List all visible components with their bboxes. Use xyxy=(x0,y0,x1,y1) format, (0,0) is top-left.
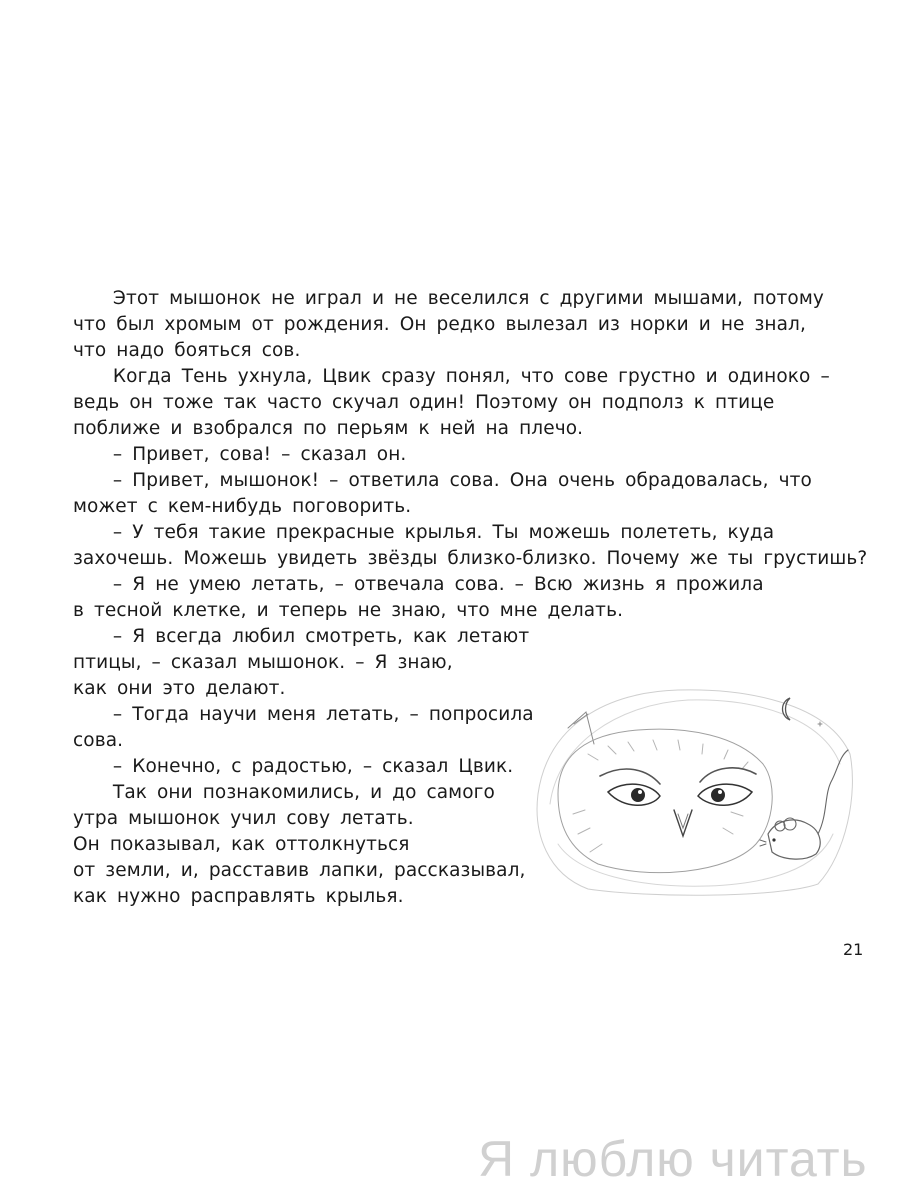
text-line: – Я всегда любил смотреть, как летают xyxy=(73,626,530,647)
text-line: – У тебя такие прекрасные крылья. Ты можешь полететь, куда xyxy=(73,522,775,543)
text-line: – Привет, мышонок! – ответила сова. Она очень обрадовалась, что xyxy=(73,470,812,491)
text-line: Когда Тень ухнула, Цвик сразу понял, что сове грустно и одиноко – xyxy=(73,366,830,387)
text-line: как они это делают. xyxy=(73,678,286,699)
text-line: поближе и взобрался по перьям к ней на плечо. xyxy=(73,418,584,439)
text-line: в тесной клетке, и теперь не знаю, что мне делать. xyxy=(73,600,624,621)
text-line: – Привет, сова! – сказал он. xyxy=(73,444,407,465)
text-line: – Конечно, с радостью, – сказал Цвик. xyxy=(73,756,514,777)
watermark: Я люблю читать xyxy=(478,1131,868,1187)
text-line: Он показывал, как оттолкнуться xyxy=(73,834,410,855)
text-line: утра мышонок учил сову летать. xyxy=(73,808,414,829)
text-line: что надо бояться сов. xyxy=(73,340,301,361)
text-line: захочешь. Можешь увидеть звёзды близко-близко. Почему же ты грустишь? xyxy=(73,548,868,569)
text-line: – Я не умею летать, – отвечала сова. – Всю жизнь я прожила xyxy=(73,574,764,595)
text-line: сова. xyxy=(73,730,124,751)
owl-mouse-illustration xyxy=(528,684,860,898)
text-line: что был хромым от рождения. Он редко вылезал из норки и не знал, xyxy=(73,314,806,335)
text-line: ведь он тоже так часто скучал один! Поэтому он подполз к птице xyxy=(73,392,775,413)
text-line: от земли, и, расставив лапки, рассказывал, xyxy=(73,860,526,881)
text-line: птицы, – сказал мышонок. – Я знаю, xyxy=(73,652,453,673)
page-number: 21 xyxy=(843,940,864,959)
text-line: как нужно расправлять крылья. xyxy=(73,886,404,907)
text-line: Этот мышонок не играл и не веселился с другими мышами, потому xyxy=(73,288,824,309)
text-line: Так они познакомились, и до самого xyxy=(73,782,495,803)
text-line: может с кем-нибудь поговорить. xyxy=(73,496,412,517)
text-line: – Тогда научи меня летать, – попросила xyxy=(73,704,534,725)
